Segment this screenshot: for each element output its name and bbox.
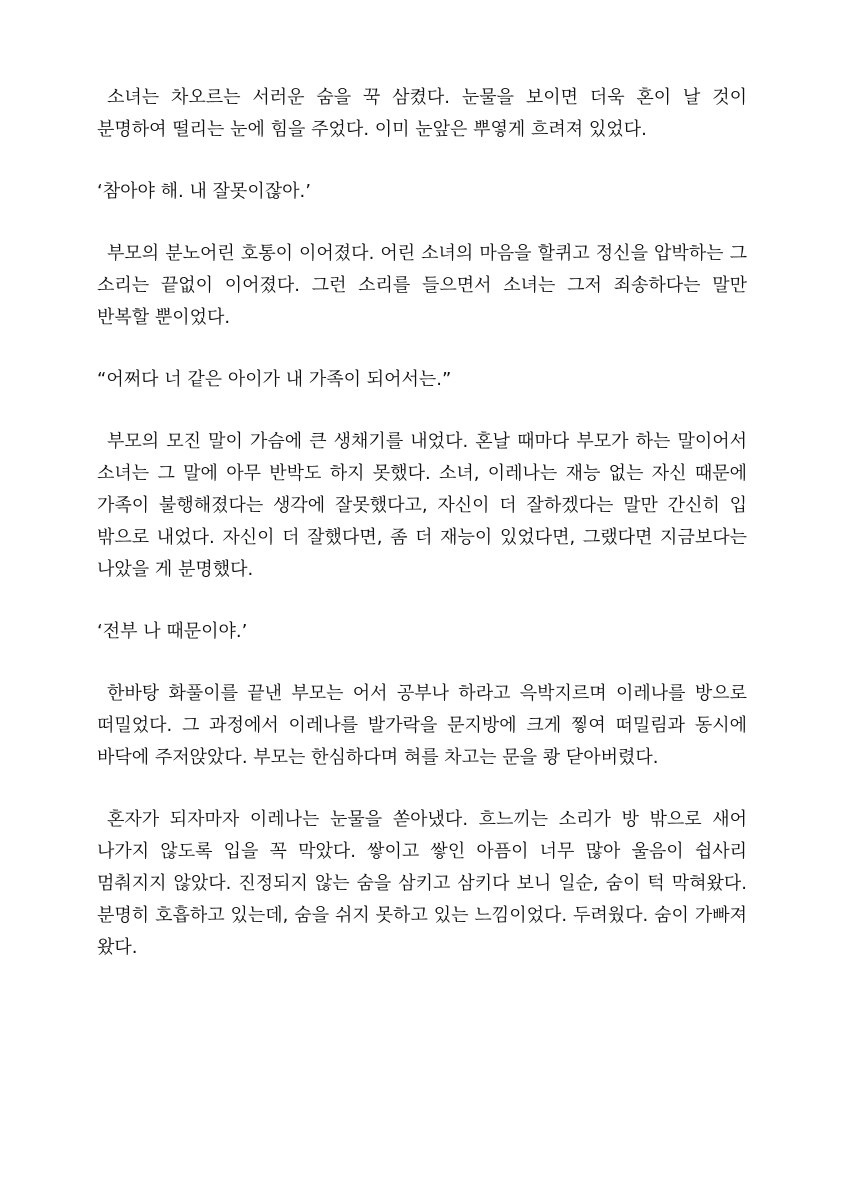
paragraph-5: 혼자가 되자마자 이레나는 눈물을 쏟아냈다. 흐느끼는 소리가 방 밖으로 새어 나가지 않도록 입을 꼭 막았다. 쌓이고 쌓인 아픔이 너무 많아 울음이 쉽사리 멈춰지지 않았다. 진정되지 않는 숨을 삼키고 삼키다 보니 일순, 숨이 턱 막혀왔다. 분명히 호흡하고 있는데, 숨을 쉬지 못하고 있는 느낌이었다. 두려웠다. 숨이 가빠져 왔다. xyxy=(97,809,747,958)
paragraph-2: 부모의 분노어린 호통이 이어졌다. 어린 소녀의 마음을 할퀴고 정신을 압박하는 그 소리는 끝없이 이어졌다. 그런 소리를 들으면서 소녀는 그저 죄송하다는 말만 반복할 뿐이었다. xyxy=(97,243,747,328)
paragraph-3: 부모의 모진 말이 가슴에 큰 생채기를 내었다. 혼날 때마다 부모가 하는 말이어서 소녀는 그 말에 아무 반박도 하지 못했다. 소녀, 이레나는 재능 없는 자신 때문에 가족이 불행해졌다는 생각에 잘못했다고, 자신이 더 잘하겠다는 말만 간신히 입 밖으로 내었다. 자신이 더 잘했다면, 좀 더 재능이 있었다면, 그랬다면 지금보다는 나았을 게 분명했다. xyxy=(97,431,747,580)
dialogue-1: “어쩌다 너 같은 아이가 내 가족이 되어서는.” xyxy=(97,369,452,390)
story-text xyxy=(97,82,747,994)
inner-thought-1: ‘참아야 해. 내 잘못이잖아.’ xyxy=(97,181,311,202)
inner-thought-2: ‘전부 나 때문이야.’ xyxy=(97,621,248,642)
paragraph-1: 소녀는 차오르는 서러운 숨을 꾹 삼켰다. 눈물을 보이면 더욱 혼이 날 것이 분명하여 떨리는 눈에 힘을 주었다. 이미 눈앞은 뿌옇게 흐려져 있었다. xyxy=(97,87,747,140)
paragraph-4: 한바탕 화풀이를 끝낸 부모는 어서 공부나 하라고 윽박지르며 이레나를 방으로 떠밀었다. 그 과정에서 이레나를 발가락을 문지방에 크게 찧여 떠밀림과 동시에 바닥에 주저앉았다. 부모는 한심하다며 혀를 차고는 문을 쾅 닫아버렸다. xyxy=(97,683,747,768)
